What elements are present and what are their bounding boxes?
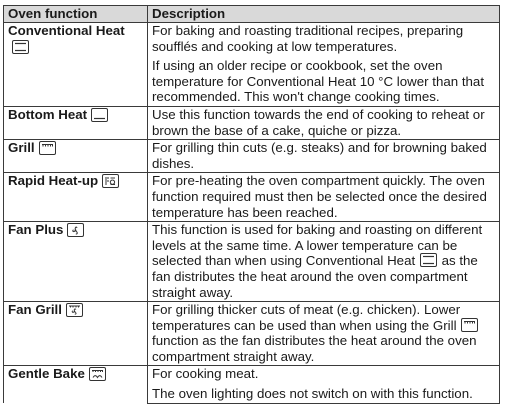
function-cell: [4, 173, 148, 222]
grill-icon: [39, 141, 56, 155]
function-cell: [4, 222, 148, 302]
function-name: Rapid Heat-up: [8, 173, 99, 189]
description-text: This function is used for baking and roasting on different levels at the same time. A lower temperature can be selected than when using Conventional Heat: [152, 222, 483, 269]
function-cell: [4, 302, 148, 366]
function-cell: [4, 106, 148, 139]
gentle-bake-icon: [89, 367, 106, 381]
bottom-heat-icon: [91, 108, 108, 122]
table-row: [4, 366, 500, 383]
description-cell: For grilling thin cuts (e.g. steaks) and for browning baked dishes.: [148, 140, 500, 173]
conventional-heat-icon: [12, 40, 29, 54]
function-cell: [4, 140, 148, 173]
table-row: [4, 222, 500, 302]
description-text: For grilling thicker cuts of meat (e.g. chicken). Lower temperatures can be used than when using the Grill: [152, 302, 461, 333]
function-name: Grill: [8, 140, 35, 156]
function-name: Gentle Bake: [8, 366, 85, 382]
function-cell: [4, 23, 148, 107]
function-name: Bottom Heat: [8, 106, 88, 122]
description-cell: [148, 222, 500, 302]
description-cell: If using an older recipe or cookbook, set the oven temperature for Conventional Heat 10 °C lower than that recommended. This won't change cooking times.: [148, 55, 500, 106]
conventional-heat-icon: [420, 253, 437, 267]
description-cell: For pre-heating the oven compartment quickly. The oven function required must then be selected once the desired temperature has been reached.: [148, 173, 500, 222]
table-row: [4, 140, 500, 173]
grill-icon: [461, 318, 478, 332]
function-cell: [4, 366, 148, 403]
fan-plus-icon: [67, 223, 84, 237]
description-text: function as the fan distributes the heat around the oven compartment straight away.: [152, 333, 477, 364]
table-row: [4, 302, 500, 366]
header-row: [4, 6, 500, 23]
oven-function-table: [3, 5, 500, 404]
function-name: Fan Plus: [8, 222, 64, 238]
rapid-heat-up-icon: [102, 174, 119, 188]
table-row: [4, 106, 500, 139]
function-name: Fan Grill: [8, 302, 62, 318]
description-cell: The oven lighting does not switch on with this function.: [148, 383, 500, 403]
header-function: Oven function: [4, 6, 148, 23]
table-row: [4, 23, 500, 56]
description-cell: For baking and roasting traditional recipes, preparing soufflés and cooking at low temperatures.: [148, 23, 500, 56]
table-row: [4, 173, 500, 222]
fan-grill-icon: [66, 303, 83, 317]
function-name: Conventional Heat: [8, 23, 125, 38]
description-cell: [148, 302, 500, 366]
description-cell: For cooking meat.: [148, 366, 500, 383]
header-description: Description: [148, 6, 500, 23]
description-cell: Use this function towards the end of cooking to reheat or brown the base of a cake, quiche or pizza.: [148, 106, 500, 139]
description-text: as the fan distributes the heat around the oven compartment straight away.: [152, 253, 478, 300]
